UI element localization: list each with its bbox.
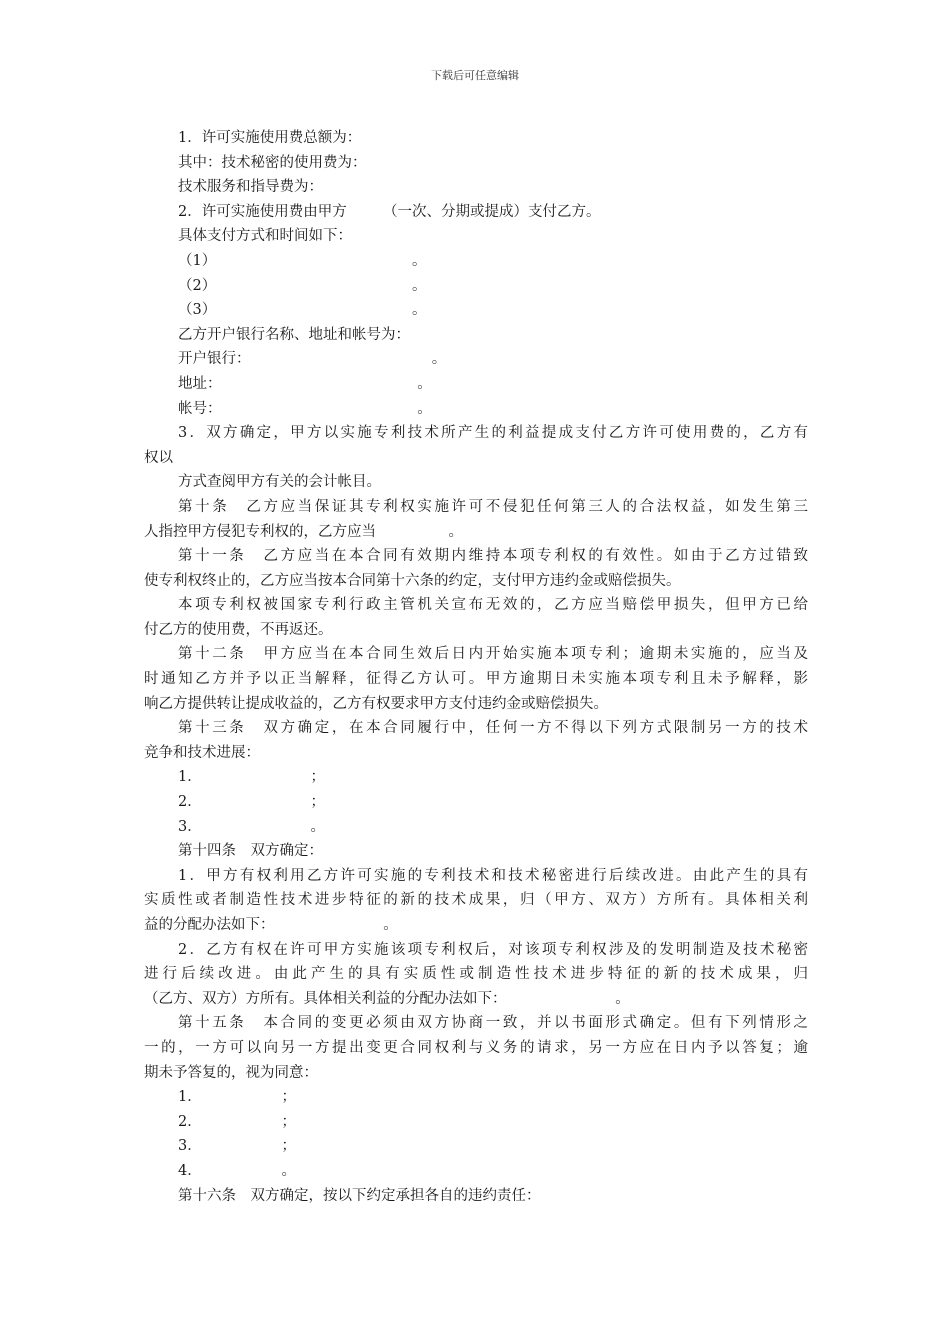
text-line: （3） 。: [178, 302, 427, 319]
text-line: 3．双方确定，甲方以实施专利技术所产生的利益提成支付乙方许可使用费的，乙方有: [178, 425, 808, 442]
text-line: （乙方、双方）方所有。具体相关利益的分配办法如下： 。: [144, 990, 630, 1007]
text-line: 2．许可实施使用费由甲方 （一次、分期或提成）支付乙方。: [178, 203, 601, 220]
text-line: 期未予答复的，视为同意：: [144, 1064, 318, 1081]
text-line: 竞争和技术进展：: [144, 744, 260, 761]
text-line: 开户银行： 。: [178, 351, 447, 368]
text-line: 权以: [144, 449, 173, 466]
document-body: [144, 126, 808, 1208]
text-line: 1．许可实施使用费总额为：: [178, 130, 362, 146]
text-line: 2． ；: [178, 1113, 296, 1130]
text-line: 3． 。: [178, 818, 325, 835]
text-line: （2） 。: [178, 277, 427, 294]
text-line: 地址： 。: [178, 375, 432, 392]
text-line: 第十六条 双方确定，按以下约定承担各自的违约责任：: [178, 1187, 541, 1204]
text-line: 使专利权终止的，乙方应当按本合同第十六条的约定，支付甲方违约金或赔偿损失。: [144, 572, 681, 589]
text-line: 2．乙方有权在许可甲方实施该项专利权后，对该项专利权涉及的发明制造及技术秘密: [178, 941, 808, 958]
text-line: 第十四条 双方确定：: [178, 843, 323, 860]
text-line: 1．甲方有权利用乙方许可实施的专利技术和技术秘密进行后续改进。由此产生的具有: [178, 867, 808, 884]
text-line: 时通知乙方并予以正当解释，征得乙方认可。甲方逾期日未实施本项专利且未予解释，影: [144, 671, 808, 688]
text-line: 付乙方的使用费，不再返还。: [144, 621, 333, 638]
text-line: （1） 。: [178, 252, 427, 269]
text-line: 乙方开户银行名称、地址和帐号为：: [178, 326, 410, 343]
text-line: 益的分配办法如下： 。: [144, 917, 398, 933]
text-line: 第十一条 乙方应当在本合同有效期内维持本项专利权的有效性。如由于乙方过错致: [178, 548, 808, 565]
text-line: 响乙方提供转让提成收益的，乙方有权要求甲方支付违约金或赔偿损失。: [144, 695, 608, 712]
text-line: 4． 。: [178, 1162, 296, 1179]
text-line: 方式查阅甲方有关的会计帐目。: [178, 474, 381, 491]
text-line: 1． ；: [178, 1089, 296, 1106]
text-line: 2． ；: [178, 794, 325, 811]
text-line: 帐号： 。: [178, 400, 432, 417]
text-line: 1． ；: [178, 769, 325, 786]
text-line: 具体支付方式和时间如下：: [178, 228, 352, 245]
text-line: 人指控甲方侵犯专利权的，乙方应当 。: [144, 523, 463, 540]
text-line: 实质性或者制造性技术进步特征的新的技术成果，归（甲方、双方）方所有。具体相关利: [144, 892, 808, 909]
text-line: 3． ；: [178, 1138, 296, 1155]
text-line: 第十三条 双方确定，在本合同履行中，任何一方不得以下列方式限制另一方的技术: [178, 720, 808, 737]
text-line: 进行后续改进。由此产生的具有实质性或制造性技术进步特征的新的技术成果，归: [144, 966, 808, 983]
text-line: 一的，一方可以向另一方提出变更合同权利与义务的请求，另一方应在日内予以答复；逾: [144, 1039, 808, 1056]
text-line: 技术服务和指导费为：: [178, 179, 323, 196]
page-header: 下载后可任意编辑: [431, 69, 519, 82]
text-line: 第十条 乙方应当保证其专利权实施许可不侵犯任何第三人的合法权益，如发生第三: [178, 498, 808, 515]
text-line: 第十五条 本合同的变更必须由双方协商一致，并以书面形式确定。但有下列情形之: [178, 1015, 808, 1032]
text-line: 第十二条 甲方应当在本合同生效后日内开始实施本项专利；逾期未实施的，应当及: [178, 646, 808, 663]
text-line: 其中：技术秘密的使用费为：: [178, 154, 367, 171]
text-line: 本项专利权被国家专利行政主管机关宣布无效的，乙方应当赔偿甲损失，但甲方已给: [178, 597, 808, 614]
